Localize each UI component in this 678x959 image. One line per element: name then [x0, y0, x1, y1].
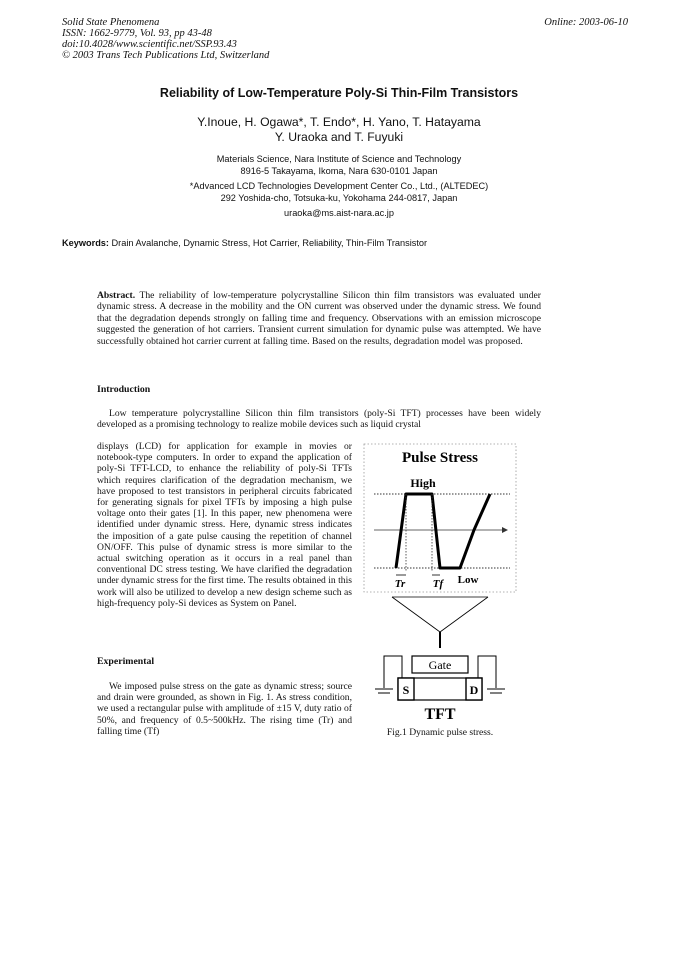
abstract-text: The reliability of low-temperature polycrystalline Silicon thin film transistors was evaluated under dynamic stress. A decrease in the mobility and the ON current was observed under the dynamic stress. We found that the degradation depends strongly on falling time and frequency. Observations with an emission microscope suggested the generation of hot carriers. Transient current simulation for dynamic pulse was attempted. We have successfully obtained hot carrier current at falling time. Based on the results, degradation model was proposed. — [97, 290, 541, 347]
funnel-right — [440, 597, 488, 632]
funnel-left — [392, 597, 440, 632]
tf-label: Tf — [432, 578, 444, 590]
high-label: High — [410, 476, 436, 490]
pulse-waveform — [396, 494, 490, 568]
online-date: Online: 2003-06-10 — [544, 17, 628, 28]
contact-email: uraoka@ms.aist-nara.ac.jp — [284, 208, 394, 218]
copyright-line: © 2003 Trans Tech Publications Ltd, Switzerland — [62, 50, 270, 61]
affiliation-1-line-1: Materials Science, Nara Institute of Science and Technology — [216, 154, 462, 164]
abstract — [97, 290, 541, 347]
affiliation-1-line-2: 8916-5 Takayama, Ikoma, Nara 630-0101 Japan — [240, 166, 438, 176]
tft-label: TFT — [424, 706, 456, 723]
axis-arrow-icon — [502, 527, 508, 533]
experimental-heading: Experimental — [97, 656, 155, 667]
affiliations — [0, 153, 678, 219]
paper-title: Reliability of Low-Temperature Poly-Si Thin-Film Transistors — [159, 86, 519, 100]
pulse-stress-figure — [362, 442, 518, 742]
source-label: S — [402, 683, 410, 697]
authors-line-2: Y. Uraoka and T. Fuyuki — [274, 130, 404, 144]
keywords-list: Drain Avalanche, Dynamic Stress, Hot Carrier, Reliability, Thin-Film Transistor — [111, 238, 428, 248]
low-label: Low — [457, 574, 479, 586]
affiliation-2-line-1: *Advanced LCD Technologies Development Center Co., Ltd., (ALTEDEC) — [189, 181, 489, 191]
journal-name: Solid State Phenomena — [62, 17, 160, 28]
issn-line: ISSN: 1662-9779, Vol. 93, pp 43-48 — [62, 28, 212, 39]
figure-title: Pulse Stress — [402, 450, 478, 466]
experimental-paragraph: We imposed pulse stress on the gate as dynamic stress; source and drain were grounded, as shown in Fig. 1. As stress condition, we used a rectangular pulse with amplitude of ±15 V, duty ratio of 50%, and frequency of 0.5~500kHz. The rising time (Tr) and falling time (Tf) — [97, 681, 352, 737]
journal-header — [62, 17, 269, 61]
drain-label: D — [469, 683, 479, 697]
abstract-label: Abstract. — [97, 290, 136, 301]
doi-line: doi:10.4028/www.scientific.net/SSP.93.43 — [62, 39, 237, 50]
author-list — [0, 115, 678, 145]
authors-line-1: Y.Inoue, H. Ogawa*, T. Endo*, H. Yano, T. Hatayama — [197, 115, 481, 129]
introduction-heading: Introduction — [97, 384, 151, 395]
tr-label: Tr — [394, 578, 406, 590]
affiliation-2-line-2: 292 Yoshida-cho, Totsuka-ku, Yokohama 244-0817, Japan — [220, 193, 458, 203]
figure-frame — [364, 444, 516, 592]
figure-caption: Fig.1 Dynamic pulse stress. — [386, 727, 494, 738]
introduction-paragraph-full: Low temperature polycrystalline Silicon thin film transistors (poly-Si TFT) processes have been widely developed as a promising technology to realize mobile devices such as liquid crystal — [97, 408, 541, 431]
introduction-paragraph-column: displays (LCD) for application for example in movies or notebook-type computers. In order to expand the application of poly-Si TFT-LCD, to enhance the reliability of poly-Si TFTs which requires clarification of the degradation mechanism, we have proposed to test transistors in peripheral circuits fabricated for generating signals for pixel TFTs by imposing a high pulse voltage onto their gates [1]. In this paper, new phenomena were identified under dynamic stress. Here, dynamic stress indicates the imposition of a gate pulse causing the repetition of channel ON/OFF. This pulse of dynamic stress is more similar to the actual switching operation as it occurs in a real panel than conventional DC stress testing. We have clarified the degradation under dynamic stress for the first time. The results obtained in this work will also be utilized to develop a new design scheme such as high-frequency poly-Si devices as System on Panel. — [97, 441, 352, 609]
keywords-label: Keywords: — [62, 238, 109, 248]
gate-label: Gate — [428, 658, 452, 672]
keywords — [62, 238, 427, 248]
